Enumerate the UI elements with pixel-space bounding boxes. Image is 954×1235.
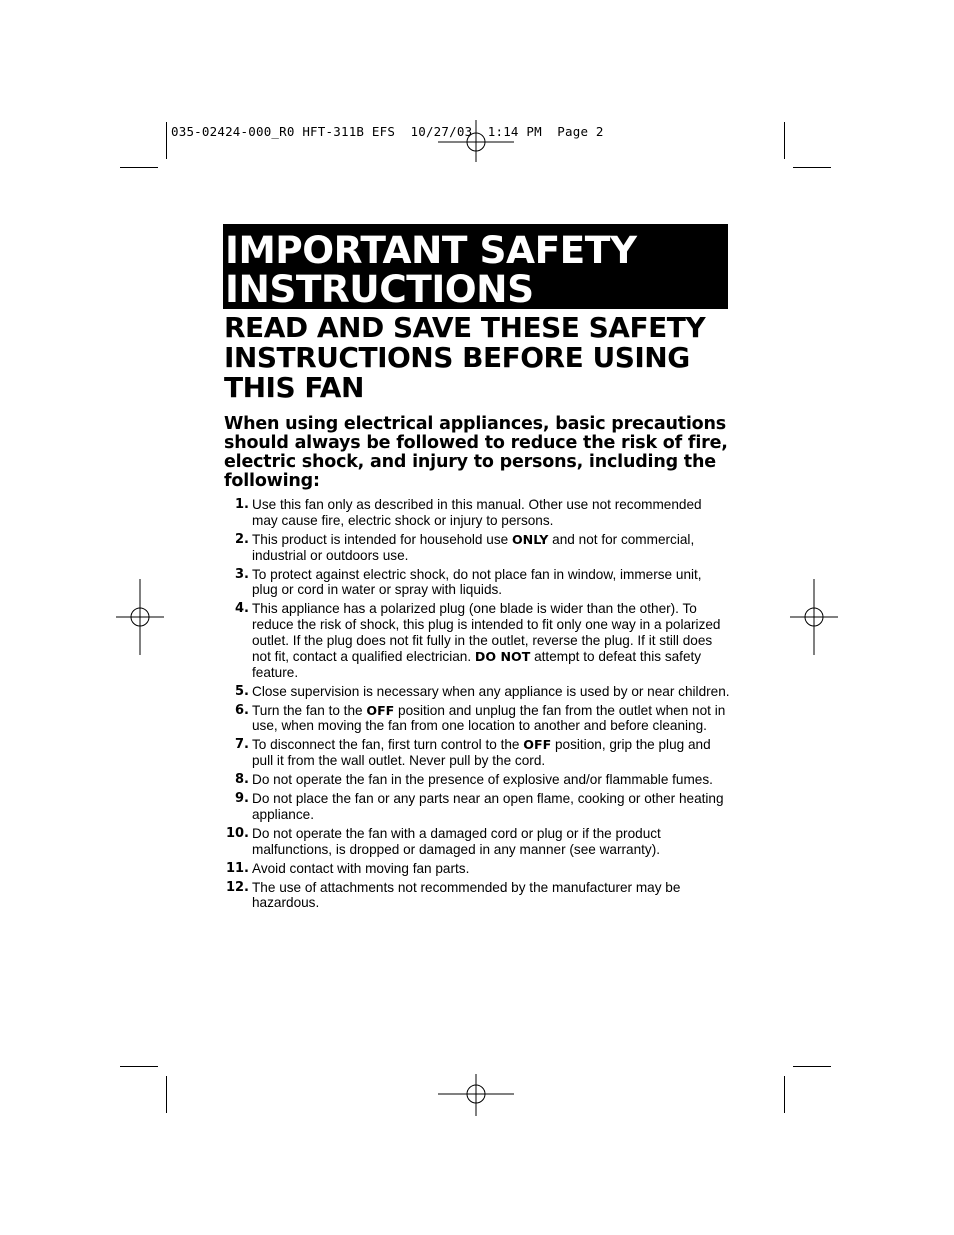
registration-mark-top-icon [438,104,514,180]
list-item-text [252,684,730,699]
list-item-text [252,737,711,768]
registration-mark-left-icon [102,579,178,655]
list-item [220,684,730,700]
body-text: and not for commercial, industrial or outdoors use. [252,531,695,563]
list-item [220,826,730,858]
emphasis-text: OFF [366,702,395,718]
body-text: To protect against electric shock, do not place fan in window, immerse unit, plug or cord in water or spray with liquids. [252,566,702,598]
crop-mark-top-left-horizontal [120,167,158,168]
list-item-text [252,497,702,528]
list-item [220,703,730,735]
crop-mark-top-left-vertical [166,122,167,159]
list-item-number: 12. [225,879,249,895]
crop-mark-top-right-horizontal [793,167,831,168]
list-item-number: 2. [235,531,249,547]
body-text: Do not operate the fan with a damaged cord or plug or if the product malfunctions, is dropped or damaged in any manner (see warranty). [252,825,661,857]
body-text: Use this fan only as described in this manual. Other use not recommended may cause fire, electric shock or injury to persons. [252,497,702,528]
crop-mark-bottom-left-horizontal [120,1066,158,1067]
list-item [220,861,730,877]
list-item-number: 4. [235,601,249,617]
list-item-number: 5. [235,683,249,699]
list-item-text [252,532,694,563]
list-item-text [252,861,469,876]
list-item-number: 11. [225,860,249,876]
list-item-text [252,772,713,787]
emphasis-text: OFF [523,737,552,753]
list-item [220,772,730,788]
list-item-number: 7. [235,737,249,753]
page-title: IMPORTANT SAFETY INSTRUCTIONS [225,228,637,311]
list-item-number: 6. [235,702,249,718]
title-banner [223,224,728,309]
list-item [220,567,730,599]
body-text: Avoid contact with moving fan parts. [252,860,470,876]
list-item-number: 9. [235,791,249,807]
body-text: position, grip the plug and pull it from the wall outlet. Never pull by the cord. [252,737,711,769]
list-item-number: 3. [235,566,249,582]
list-item-text [252,601,721,679]
list-item-number: 8. [235,772,249,788]
list-item-text [252,826,661,857]
crop-mark-bottom-right-vertical [784,1076,785,1113]
list-item-text [252,791,724,822]
body-text: attempt to defeat this safety feature. [252,648,702,680]
body-text: Turn the fan to the [252,702,367,718]
body-text: This product is intended for household use [252,531,512,547]
list-item-text [252,567,702,598]
body-text: Close supervision is necessary when any appliance is used by or near children. [252,683,730,699]
print-slug: 035-02424-000_R0 HFT-311B EFS 10/27/03 1:14 PM Page 2 [171,124,604,139]
page-subtitle: READ AND SAVE THESE SAFETY INSTRUCTIONS BEFORE USING THIS FAN [224,311,706,404]
emphasis-text: ONLY [511,531,549,547]
body-text: Do not operate the fan in the presence of explosive and/or flammable fumes. [252,772,713,788]
list-item-text [252,703,725,734]
crop-mark-top-right-vertical [784,122,785,159]
list-item-number: 10. [225,825,249,841]
list-item [220,737,730,769]
emphasis-text: DO NOT [474,648,531,664]
body-text: This appliance has a polarized plug (one blade is wider than the other). To reduce the risk of shock, this plug is intended to fit only one way in a polarized outlet. If the plug does not fit fully in the outlet, reverse the plug. If it still does not fit, contact a qualified electrician. [252,601,721,664]
list-item [220,497,730,529]
registration-mark-right-icon [776,579,852,655]
registration-mark-bottom-icon [438,1056,514,1132]
body-text: Do not place the fan or any parts near an open flame, cooking or other heating appliance. [252,791,724,822]
instructions-list [220,497,730,914]
crop-mark-bottom-left-vertical [166,1076,167,1113]
crop-mark-bottom-right-horizontal [793,1066,831,1067]
list-item-number: 1. [235,497,249,512]
intro-paragraph: When using electrical appliances, basic precautions should always be followed to reduce the risk of fire, electric shock, and injury to persons, including the following: [224,414,728,491]
list-item [220,601,730,680]
body-text: position and unplug the fan from the outlet when not in use, when moving the fan from one location to another and before cleaning. [252,702,726,734]
body-text: The use of attachments not recommended by the manufacturer may be hazardous. [252,879,681,911]
list-item [220,880,730,912]
body-text: To disconnect the fan, first turn control to the [252,737,524,753]
list-item [220,791,730,823]
list-item-text [252,880,680,911]
list-item [220,532,730,564]
